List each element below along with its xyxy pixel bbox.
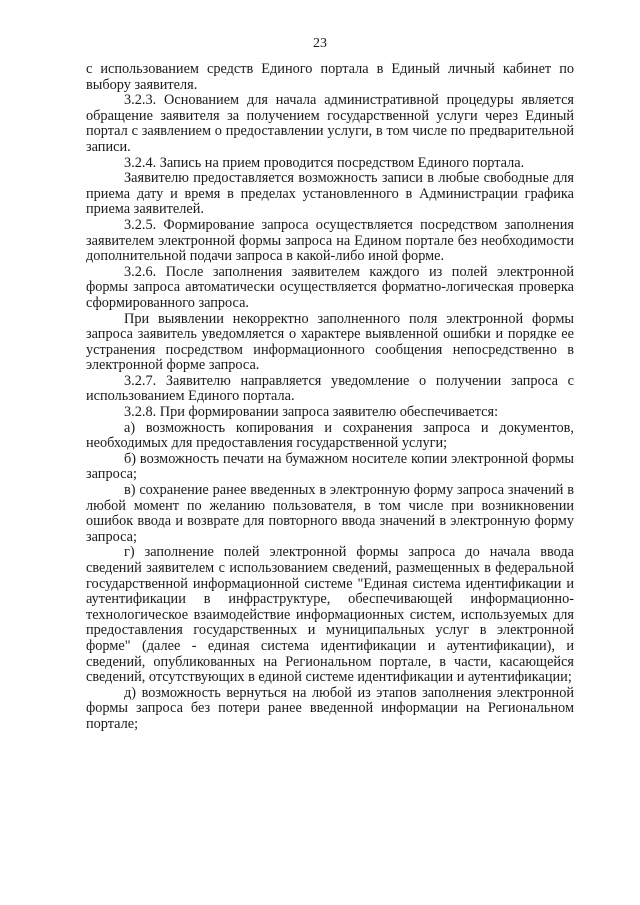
list-item: г) заполнение полей электронной формы запроса до начала ввода сведений заявителем с использованием сведений, размещенных в федеральной государственной информационной системе "Единая система идентификации и аутентификации в инфраструктуре, обеспечивающей информационно-технологическое взаимодействие информационных систем, используемых для предоставления государственных и муниципальных услуг в электронной форме" (далее - единая система идентификации и аутентификации), и сведений, опубликованных на Региональном портале, в части, касающейся сведений, отсутствующих в единой системе идентификации и аутентификации; xyxy=(86,544,574,686)
paragraph: 3.2.8. При формировании запроса заявителю обеспечивается: xyxy=(124,404,499,421)
paragraph: Заявителю предоставляется возможность записи в любые свободные для приема дату и время в пределах установленного в Администрации графика приема заявителей. xyxy=(86,170,574,218)
paragraph: с использованием средств Единого портала в Единый личный кабинет по выбору заявителя. xyxy=(86,61,574,93)
list-item: б) возможность печати на бумажном носителе копии электронной формы запроса; xyxy=(86,450,574,483)
paragraph: 3.2.7. Заявителю направляется уведомление о получении запроса с использованием Единого портала. xyxy=(86,372,574,405)
list-item: в) сохранение ранее введенных в электронную форму запроса значений в любой момент по желанию пользователя, в том числе при возникновении ошибок ввода и возврате для повторного ввода значений в электронную форму запроса; xyxy=(86,482,574,545)
list-item: а) возможность копирования и сохранения запроса и документов, необходимых для предоставления государственной услуги; xyxy=(86,419,574,452)
paragraph: 3.2.6. После заполнения заявителем каждого из полей электронной формы запроса автоматически осуществляется форматно-логическая проверка сформированного запроса. xyxy=(86,263,574,311)
paragraph: При выявлении некорректно заполненного поля электронной формы запроса заявитель уведомляется о характере выявленной ошибки и порядке ее устранения посредством информационного сообщения непосредственно в электронной форме запроса. xyxy=(86,310,574,374)
paragraph: 3.2.5. Формирование запроса осуществляется посредством заполнения заявителем электронной формы запроса на Едином портале без необходимости дополнительной подачи запроса в какой-либо иной форме. xyxy=(86,216,574,265)
paragraph: 3.2.4. Запись на прием проводится посредством Единого портала. xyxy=(124,154,525,171)
paragraph: 3.2.3. Основанием для начала административной процедуры является обращение заявителя за получением государственной услуги через Единый портал с заявлением о предоставлении услуги, в том числе по предварительной записи. xyxy=(86,92,574,155)
list-item: д) возможность вернуться на любой из этапов заполнения электронной формы запроса без потери ранее введенной информации на Региональном портале; xyxy=(86,684,574,732)
document-body xyxy=(86,62,574,733)
page-number: 23 xyxy=(313,36,327,51)
